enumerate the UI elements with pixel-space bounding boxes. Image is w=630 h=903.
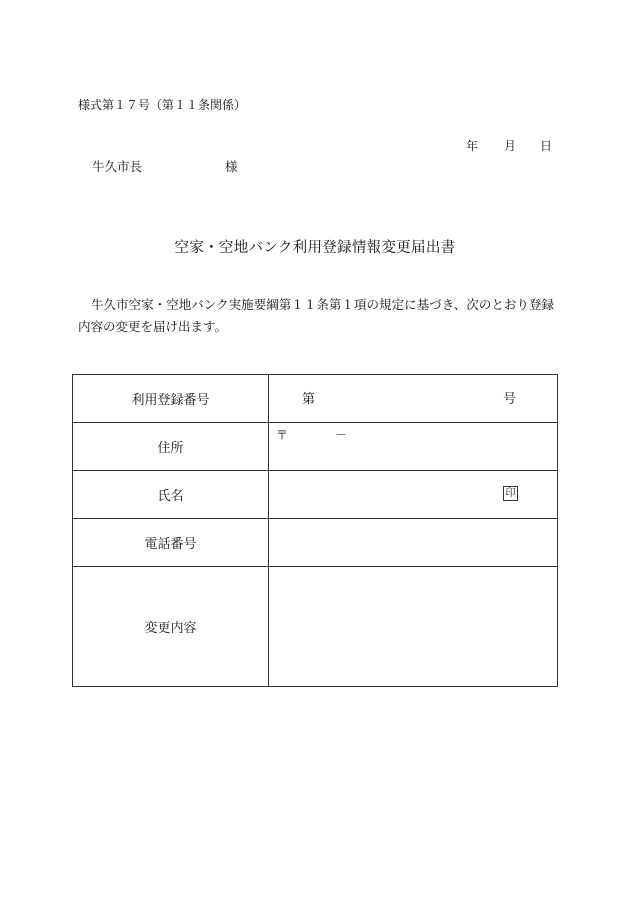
change-details-label: 変更内容 <box>73 567 269 687</box>
registration-number-prefix: 第 <box>302 392 316 407</box>
date-day-label: 日 <box>540 139 553 153</box>
date-year-label: 年 <box>466 139 479 153</box>
date-month-label: 月 <box>504 139 517 153</box>
registration-table <box>72 374 558 687</box>
document-title: 空家・空地バンク利用登録情報変更届出書 <box>174 240 456 256</box>
table-row-phone <box>73 519 558 567</box>
registration-number-label: 利用登録番号 <box>73 375 269 423</box>
table-row-name <box>73 471 558 519</box>
body-paragraph: 牛久市空家・空地バンク実施要綱第１１条第１項の規定に基づき、次のとおり登録内容の変更を届け出ます。 <box>78 297 554 334</box>
change-details-field[interactable] <box>269 567 558 687</box>
name-label: 氏名 <box>73 471 269 519</box>
phone-label: 電話番号 <box>73 519 269 567</box>
addressee-honorific: 様 <box>225 159 238 174</box>
postal-code-dash: － <box>335 428 348 442</box>
table-row-change-details <box>73 567 558 687</box>
registration-number-suffix: 号 <box>503 392 517 407</box>
addressee: 牛久市長 <box>92 159 143 174</box>
address-field[interactable] <box>269 423 558 471</box>
seal-mark: 印 <box>503 486 518 501</box>
postal-mark: 〒 <box>276 428 289 442</box>
table-row-registration-number <box>73 375 558 423</box>
phone-field[interactable] <box>269 519 558 567</box>
name-field[interactable] <box>269 471 558 519</box>
address-label: 住所 <box>73 423 269 471</box>
table-row-address <box>73 423 558 471</box>
form-number: 様式第１７号（第１１条関係） <box>78 98 247 112</box>
registration-number-field[interactable] <box>269 375 558 423</box>
